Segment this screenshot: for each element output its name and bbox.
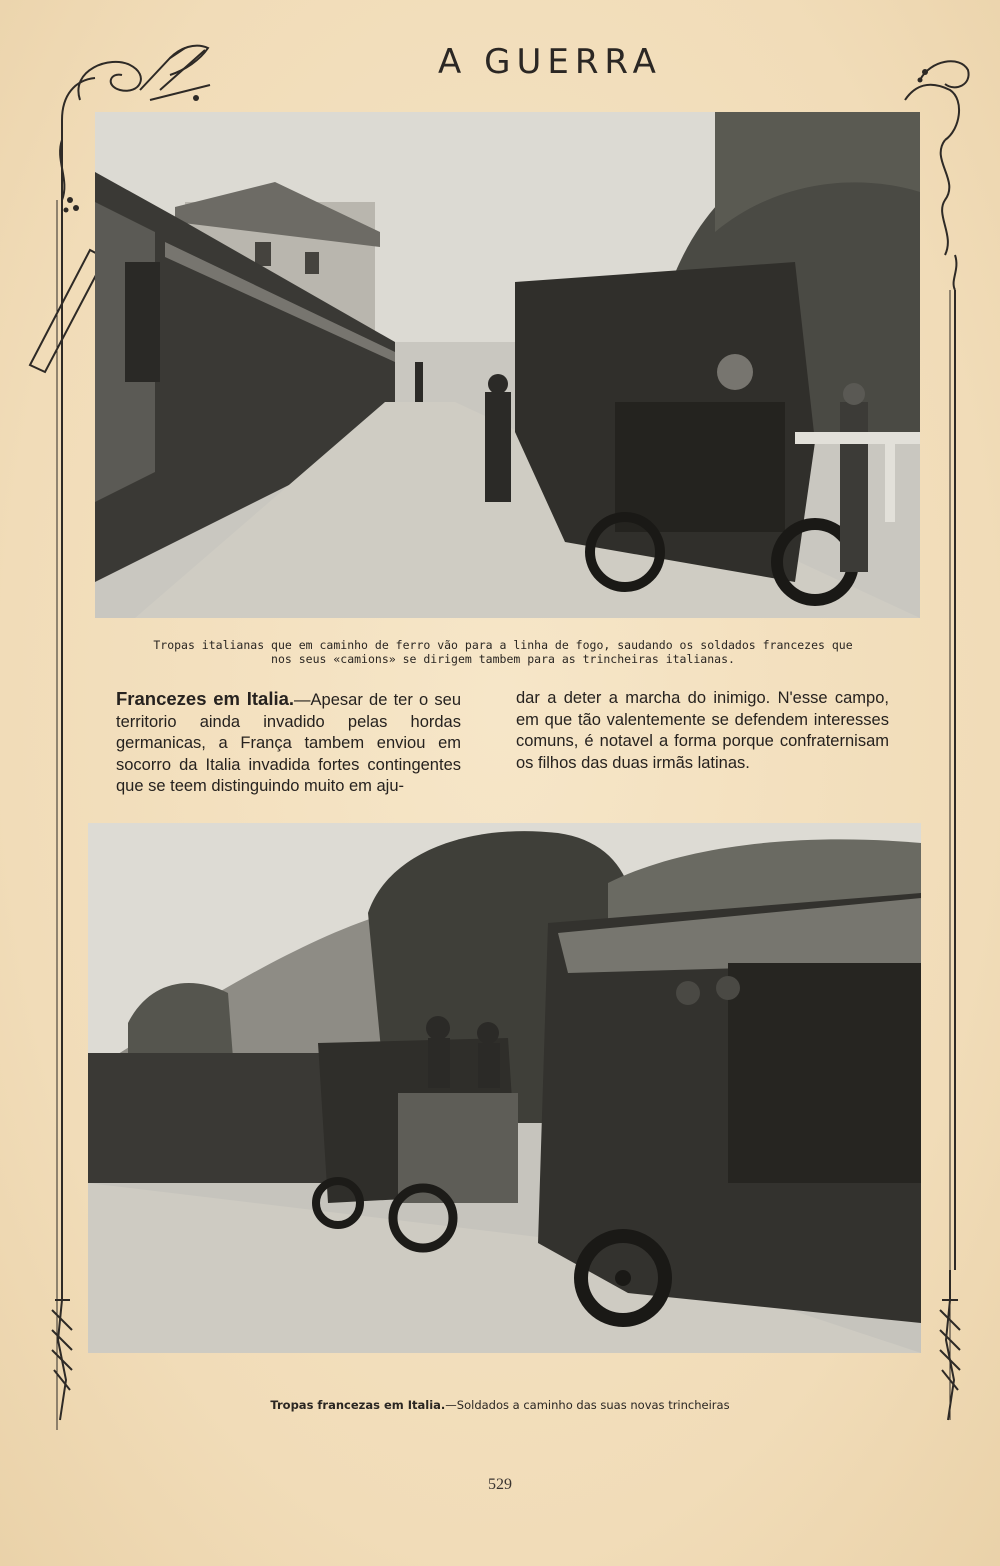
photo-caption-top — [108, 638, 898, 666]
article-column-left — [116, 688, 461, 798]
article-text-left: —Apesar de ter o seu territorio ainda invadido pelas hordas germanicas, a França tambem enviou em socorro da Italia invadida fortes contingentes que se teem distinguindo muito em aju- — [116, 691, 461, 795]
photo-caption-bottom — [160, 1398, 840, 1412]
caption-bottom-text: —Soldados a caminho das suas novas trincheiras — [445, 1398, 730, 1412]
photo-french-troops-trucks — [88, 823, 921, 1353]
caption-bottom-title: Tropas francezas em Italia. — [270, 1398, 446, 1412]
article-lead: Francezes em Italia. — [116, 688, 295, 709]
caption-line-2: nos seus «camions» se dirigem tambem para as trincheiras italianas. — [271, 652, 735, 666]
page-title: A GUERRA — [438, 42, 662, 82]
caption-line-1: Tropas italianas que em caminho de ferro vão para a linha de fogo, saudando os soldados francezes que — [153, 638, 853, 652]
article-column-right — [516, 688, 889, 774]
article-text-right: dar a deter a marcha do inimigo. N'esse campo, em que tão valentemente se defendem interesses comuns, é notavel a forma porque confraternisam os filhos das duas irmãs latinas. — [516, 689, 889, 772]
page-number: 529 — [488, 1476, 512, 1493]
photo-italian-troops-train — [95, 112, 920, 618]
